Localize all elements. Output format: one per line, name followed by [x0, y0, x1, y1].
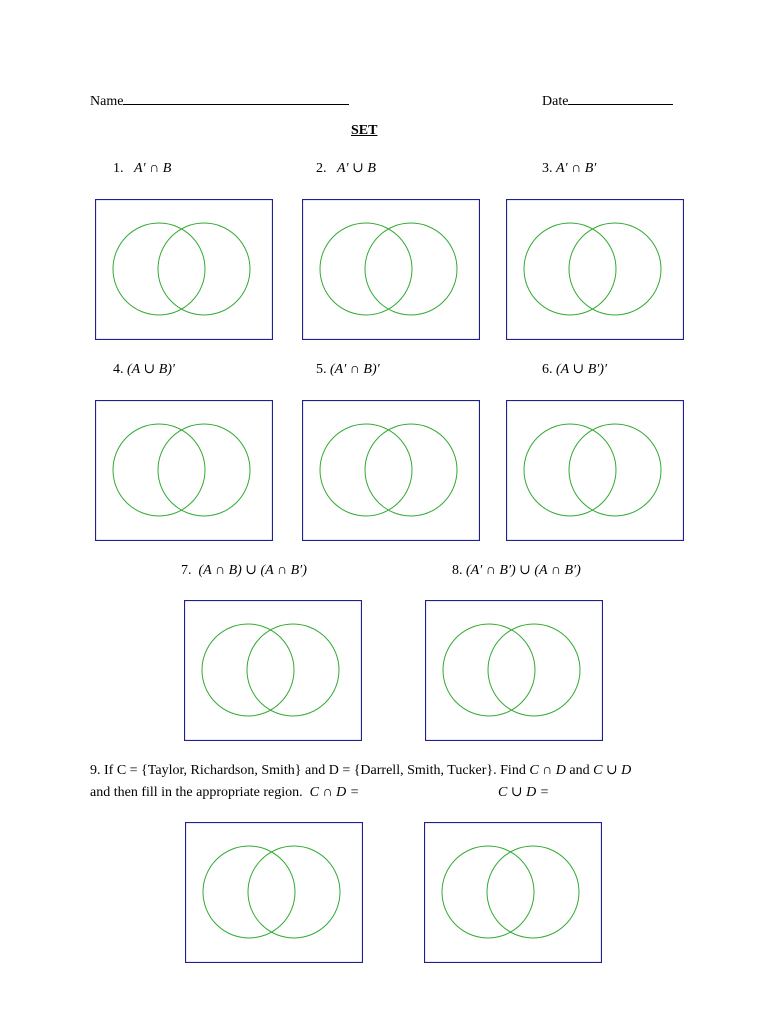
- set-expression: (A ∪ B′)′: [556, 362, 608, 377]
- problem-5-label: [316, 361, 380, 379]
- circle-a[interactable]: [202, 624, 294, 716]
- circle-b[interactable]: [488, 624, 580, 716]
- set-expression: (A′ ∩ B′) ∪ (A ∩ B′): [466, 563, 581, 578]
- universal-set-box: [185, 601, 362, 741]
- venn-diagram-4[interactable]: [95, 400, 273, 541]
- cap-expression: C ∩ D: [529, 763, 566, 778]
- circle-a[interactable]: [203, 846, 295, 938]
- venn-svg: [302, 400, 480, 541]
- name-blank-line[interactable]: [123, 92, 349, 105]
- venn-diagram-1[interactable]: [95, 199, 273, 340]
- date-blank-line[interactable]: [568, 92, 673, 105]
- problem-7-label: [181, 562, 307, 580]
- circle-b[interactable]: [158, 424, 250, 516]
- problem-number: 8.: [452, 563, 463, 578]
- circle-b[interactable]: [248, 846, 340, 938]
- venn-diagram-7[interactable]: [184, 600, 362, 741]
- universal-set-box: [303, 401, 480, 541]
- circle-a[interactable]: [320, 223, 412, 315]
- universal-set-box: [96, 401, 273, 541]
- problem-1-label: [113, 160, 171, 178]
- venn-svg: [95, 400, 273, 541]
- venn-svg: [185, 822, 363, 963]
- circle-b[interactable]: [487, 846, 579, 938]
- problem-number: 5.: [316, 362, 327, 377]
- venn-svg: [425, 600, 603, 741]
- venn-svg: [424, 822, 602, 963]
- problem-number: 6.: [542, 362, 553, 377]
- circle-b[interactable]: [158, 223, 250, 315]
- venn-svg: [95, 199, 273, 340]
- universal-set-box: [303, 200, 480, 340]
- problem-number: 3.: [542, 161, 553, 176]
- venn-diagram-9b[interactable]: [424, 822, 602, 963]
- circle-a[interactable]: [113, 223, 205, 315]
- set-expression: (A ∪ B)′: [127, 362, 175, 377]
- cup-answer-label: C ∪ D =: [498, 785, 550, 800]
- circle-b[interactable]: [569, 424, 661, 516]
- set-expression: A′ ∪ B: [337, 161, 376, 176]
- cap-answer-label: C ∩ D =: [309, 785, 360, 800]
- venn-svg: [506, 400, 684, 541]
- name-field: [90, 92, 349, 111]
- set-expression: (A′ ∩ B)′: [330, 362, 380, 377]
- problem-2-label: [316, 160, 376, 178]
- problem-number: 4.: [113, 362, 124, 377]
- venn-svg: [302, 199, 480, 340]
- problem-number: 1.: [113, 161, 124, 176]
- circle-a[interactable]: [524, 424, 616, 516]
- set-expression: A′ ∩ B: [134, 161, 172, 176]
- circle-a[interactable]: [442, 846, 534, 938]
- problem-4-label: [113, 361, 175, 379]
- universal-set-box: [507, 200, 684, 340]
- universal-set-box: [96, 200, 273, 340]
- venn-svg: [184, 600, 362, 741]
- venn-diagram-3[interactable]: [506, 199, 684, 340]
- circle-b[interactable]: [365, 424, 457, 516]
- universal-set-box: [186, 823, 363, 963]
- circle-b[interactable]: [569, 223, 661, 315]
- venn-diagram-5[interactable]: [302, 400, 480, 541]
- circle-a[interactable]: [320, 424, 412, 516]
- question-9-line-2: [90, 784, 359, 802]
- set-expression: (A ∩ B) ∪ (A ∩ B′): [198, 563, 307, 578]
- universal-set-box: [425, 823, 602, 963]
- venn-diagram-6[interactable]: [506, 400, 684, 541]
- question-9-instruction: and then fill in the appropriate region.: [90, 785, 303, 800]
- problem-number: 7.: [181, 563, 192, 578]
- and-word: and: [569, 763, 590, 778]
- universal-set-box: [507, 401, 684, 541]
- circle-b[interactable]: [247, 624, 339, 716]
- problem-3-label: [542, 160, 596, 178]
- circle-a[interactable]: [443, 624, 535, 716]
- circle-a[interactable]: [113, 424, 205, 516]
- question-9-line-1: [90, 762, 631, 780]
- problem-6-label: [542, 361, 607, 379]
- date-field: [542, 92, 673, 111]
- problem-8-label: [452, 562, 581, 580]
- set-expression: A′ ∩ B′: [556, 161, 597, 176]
- question-9-text: 9. If C = {Taylor, Richardson, Smith} and D = {Darrell, Smith, Tucker}. Find: [90, 763, 526, 778]
- venn-diagram-2[interactable]: [302, 199, 480, 340]
- venn-svg: [506, 199, 684, 340]
- circle-b[interactable]: [365, 223, 457, 315]
- cup-expression: C ∪ D: [593, 763, 632, 778]
- cup-answer: [498, 784, 549, 802]
- universal-set-box: [426, 601, 603, 741]
- page-title: SET: [351, 123, 378, 138]
- name-label: Name: [90, 94, 124, 109]
- problem-number: 2.: [316, 161, 327, 176]
- circle-a[interactable]: [524, 223, 616, 315]
- venn-diagram-8[interactable]: [425, 600, 603, 741]
- venn-diagram-9a[interactable]: [185, 822, 363, 963]
- date-label: Date: [542, 94, 569, 109]
